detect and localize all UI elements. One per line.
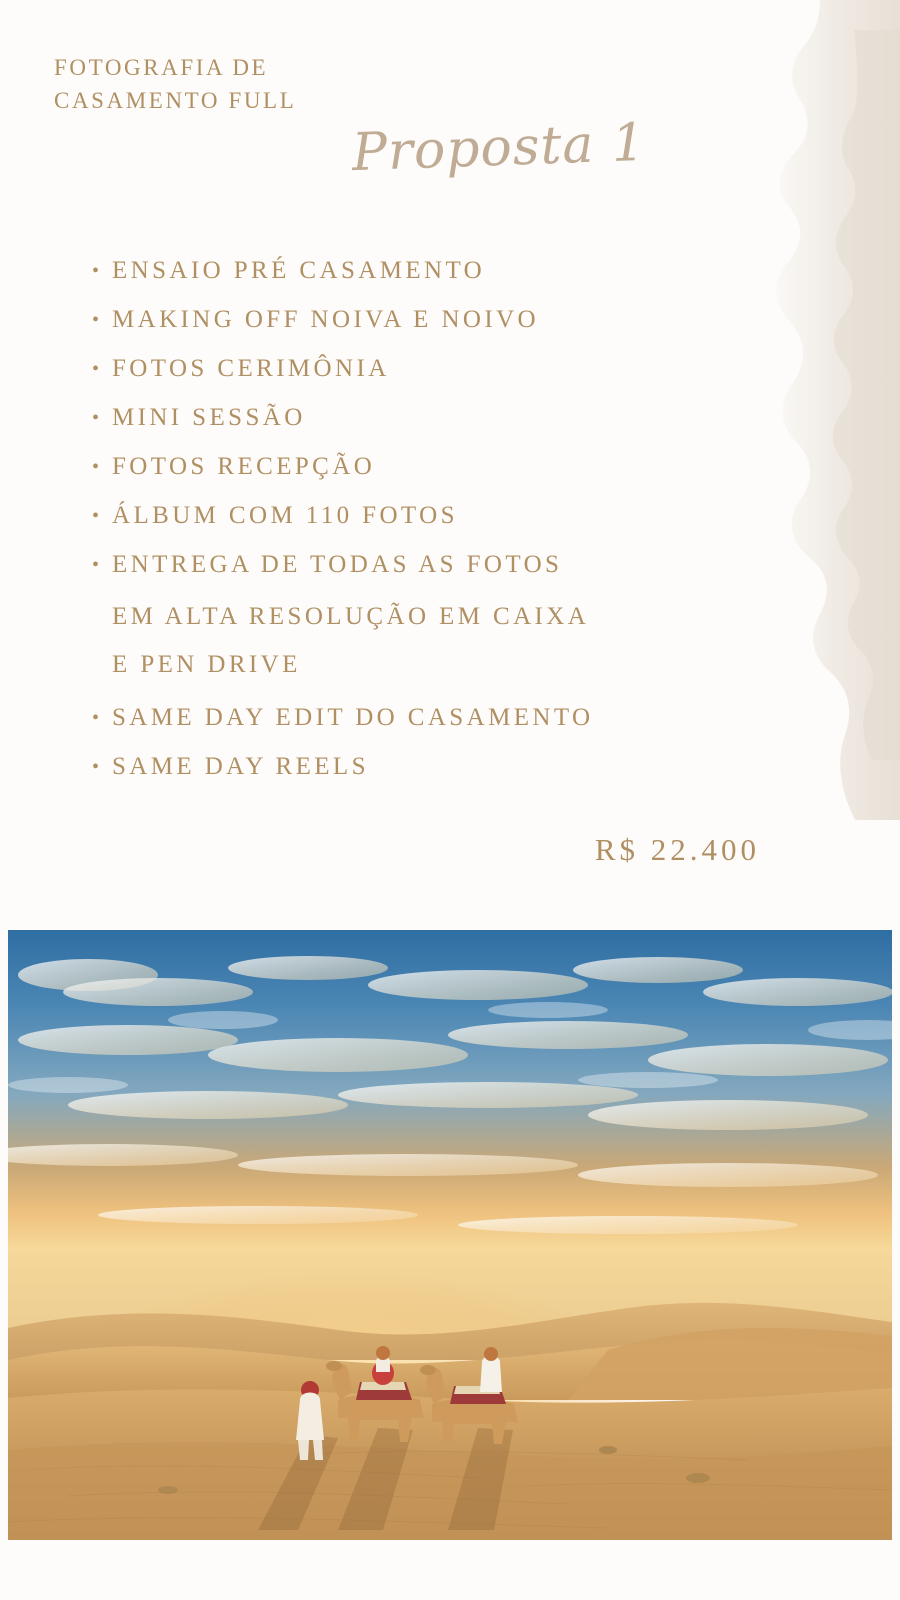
header-line-1: FOTOGRAFIA DE [54, 55, 269, 80]
list-item [92, 697, 752, 739]
list-item-label: FOTOS RECEPÇÃO [112, 453, 376, 480]
bullet-icon: • [92, 260, 100, 282]
bullet-icon: • [92, 505, 100, 527]
price-label: R$ 22.400 [594, 832, 760, 867]
list-item [92, 250, 752, 292]
desert-sunset-photo [8, 930, 892, 1540]
list-item-label: MAKING OFF NOIVA E NOIVO [112, 306, 539, 333]
bullet-icon: • [92, 756, 100, 778]
bullet-icon: • [92, 309, 100, 331]
bullet-icon: • [92, 358, 100, 380]
list-item [92, 348, 752, 390]
list-item-label: ENSAIO PRÉ CASAMENTO [112, 257, 486, 284]
list-item-label: ENTREGA DE TODAS AS FOTOS [112, 551, 563, 578]
bullet-icon: • [92, 554, 100, 576]
package-list [92, 250, 752, 795]
bullet-icon: • [92, 407, 100, 429]
list-item-label: SAME DAY EDIT DO CASAMENTO [112, 704, 594, 731]
bullet-icon: • [92, 707, 100, 729]
list-item [92, 446, 752, 488]
list-item-label: MINI SESSÃO [112, 404, 306, 431]
page-title: Proposta 1 [351, 112, 647, 184]
list-item-continuation: EM ALTA RESOLUÇÃO EM CAIXA [112, 603, 590, 630]
list-item-continuation: E PEN DRIVE [112, 651, 301, 678]
footer-strip [0, 1540, 900, 1600]
list-item [92, 299, 752, 341]
header-line-2: CASAMENTO FULL [54, 87, 297, 113]
list-item [92, 746, 752, 788]
list-item [92, 495, 752, 537]
list-item-label: ÁLBUM COM 110 FOTOS [112, 502, 458, 529]
list-item [92, 397, 752, 439]
list-item-label: SAME DAY REELS [112, 753, 369, 780]
bullet-icon: • [92, 456, 100, 478]
list-item [92, 544, 752, 586]
list-item-label: FOTOS CERIMÔNIA [112, 355, 390, 382]
header [54, 52, 474, 117]
